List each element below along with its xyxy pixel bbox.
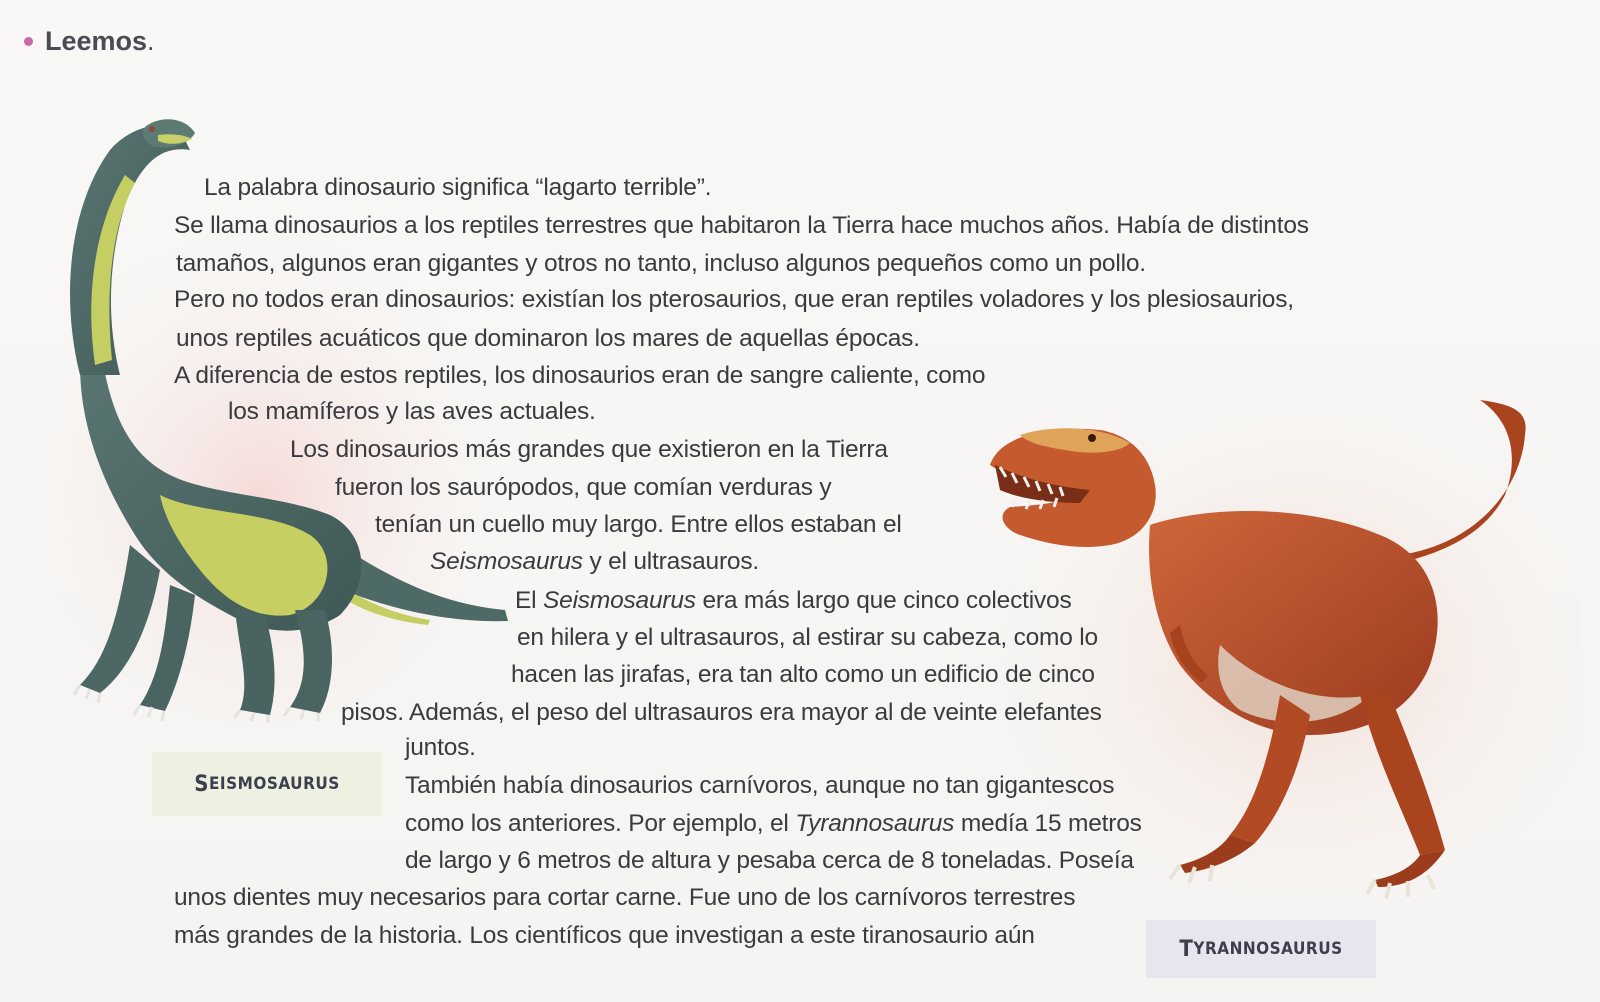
text-line <box>405 810 1142 838</box>
tyrannosaurus-illustration <box>980 395 1580 925</box>
text-line: Pero no todos eran dinosaurios: existían los pterosaurios, que eran reptiles voladores y los plesiosaurios, <box>174 286 1294 313</box>
text-line: en hilera y el ultrasauros, al estirar su cabeza, como lo <box>517 624 1098 651</box>
text-span: El <box>515 587 543 614</box>
label-initial: T <box>1179 936 1194 962</box>
section-heading <box>24 26 155 57</box>
text-line: A diferencia de estos reptiles, los dinosaurios eran de sangre caliente, como <box>174 362 986 389</box>
text-line: los mamíferos y las aves actuales. <box>228 398 596 425</box>
label-rest: YRANNOSAURUS <box>1193 939 1343 959</box>
text-line: fueron los saurópodos, que comían verduras y <box>335 474 832 501</box>
text-line: tamaños, algunos eran gigantes y otros no tanto, incluso algunos pequeños como un pollo. <box>176 250 1146 277</box>
heading-text: Leemos <box>45 26 148 56</box>
text-line: tenían un cuello muy largo. Entre ellos estaban el <box>375 511 902 538</box>
text-line: Los dinosaurios más grandes que existieron en la Tierra <box>290 436 888 463</box>
species-name: Seismosaurus <box>430 548 583 575</box>
text-line: juntos. <box>405 734 476 761</box>
text-span: como los anteriores. Por ejemplo, el <box>405 810 796 837</box>
text-line: Se llama dinosaurios a los reptiles terrestres que habitaron la Tierra hace muchos años. Había de distintos <box>174 212 1309 239</box>
species-name: Seismosaurus <box>543 587 696 614</box>
heading-period: . <box>147 26 155 56</box>
text-line: más grandes de la historia. Los científicos que investigan a este tiranosaurio aún <box>174 922 1035 949</box>
species-name: Tyrannosaurus <box>795 810 955 837</box>
text-line: hacen las jirafas, era tan alto como un edificio de cinco <box>511 661 1095 688</box>
text-span: era más largo que cinco colectivos <box>695 587 1072 614</box>
text-line: unos reptiles acuáticos que dominaron los mares de aquellas épocas. <box>176 325 920 352</box>
label-rest: EISMOSAURUS <box>208 774 340 794</box>
text-span: medía 15 metros <box>954 810 1142 837</box>
text-line: También había dinosaurios carnívoros, aunque no tan gigantescos <box>405 772 1115 799</box>
tyrannosaurus-label <box>1146 920 1376 978</box>
text-line <box>515 587 1072 615</box>
text-span: y el ultrasauros. <box>582 548 759 575</box>
text-line <box>430 548 759 576</box>
text-line: La palabra dinosaurio significa “lagarto terrible”. <box>204 174 712 201</box>
seismosaurus-label <box>152 752 382 816</box>
text-line: de largo y 6 metros de altura y pesaba cerca de 8 toneladas. Poseía <box>405 847 1134 874</box>
text-line: unos dientes muy necesarios para cortar carne. Fue uno de los carnívoros terrestres <box>174 884 1076 911</box>
bullet-dot <box>24 37 33 46</box>
text-line: pisos. Además, el peso del ultrasauros era mayor al de veinte elefantes <box>341 699 1102 726</box>
label-initial: S <box>194 771 209 797</box>
